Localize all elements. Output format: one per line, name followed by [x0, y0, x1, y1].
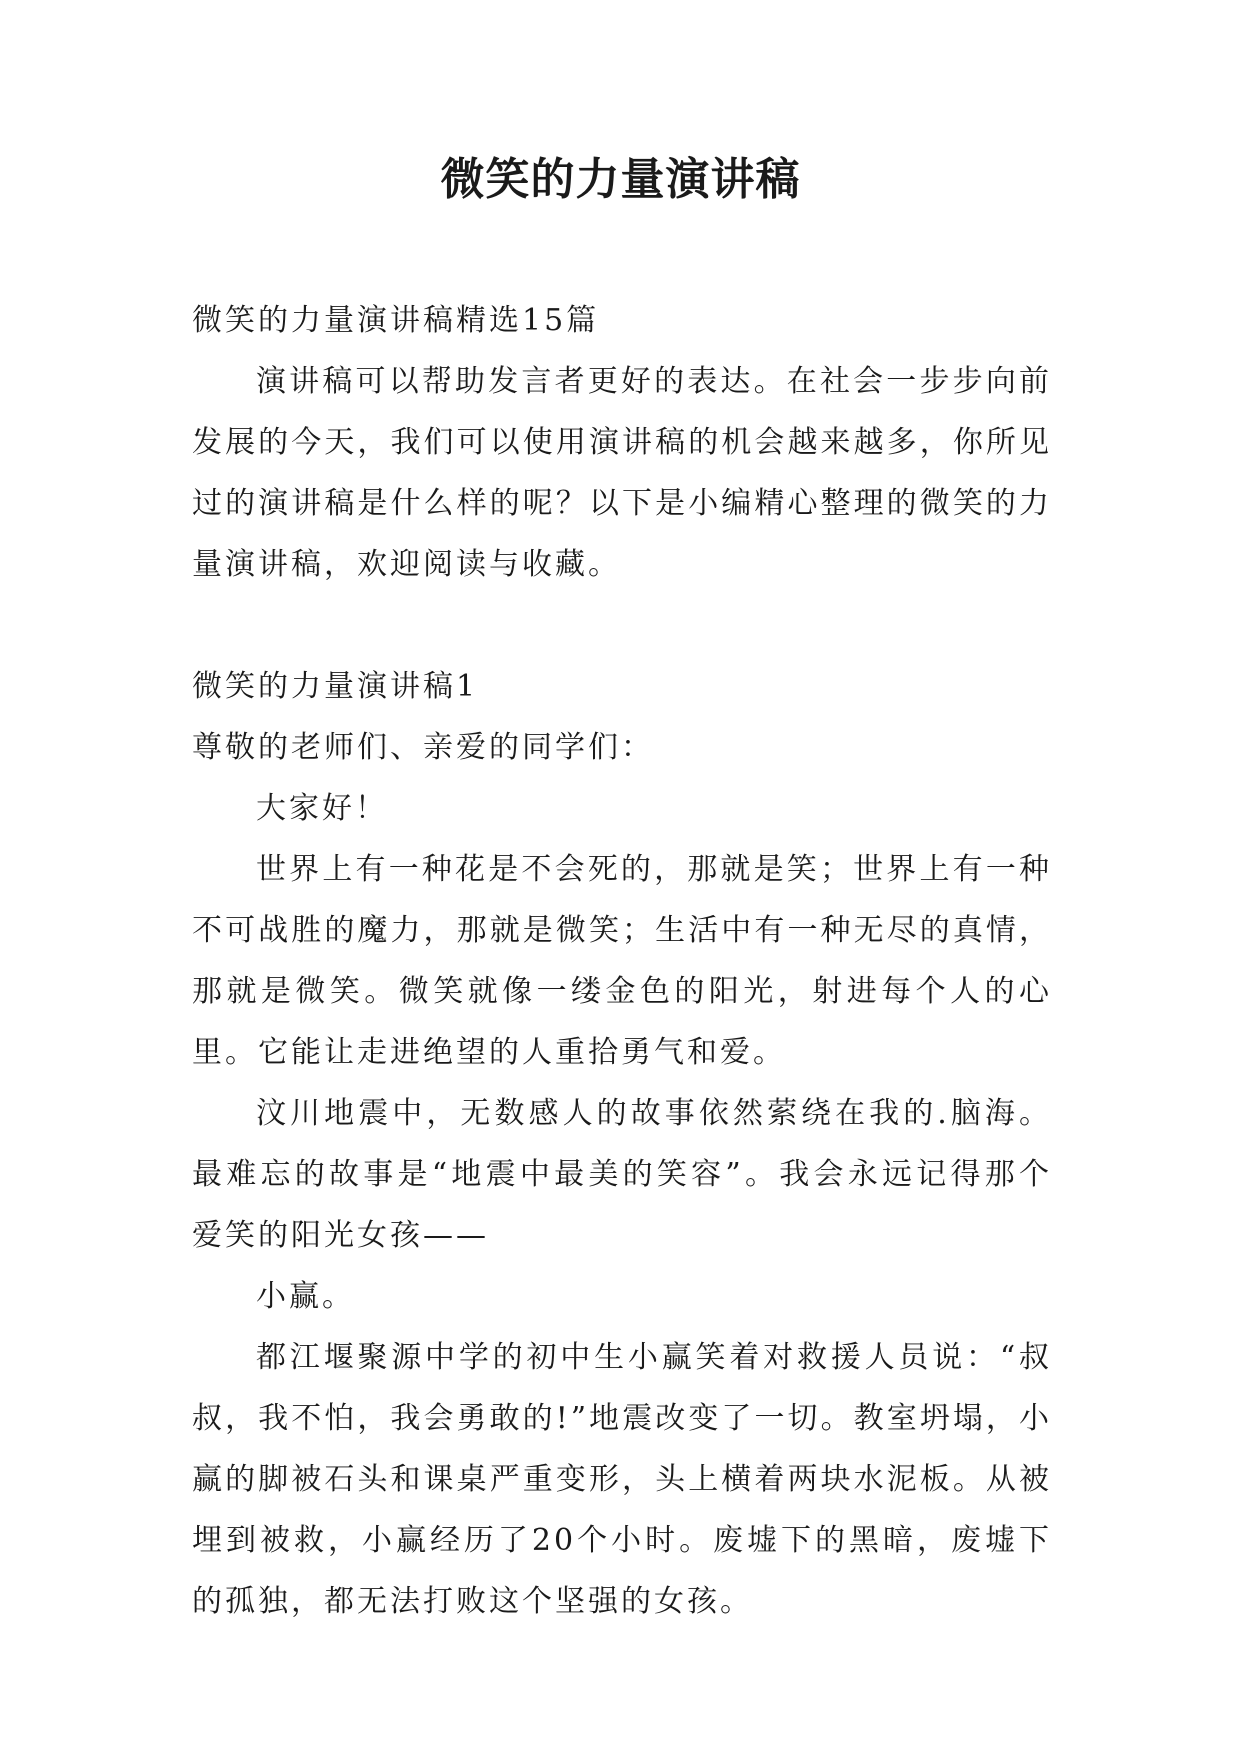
document-body — [192, 290, 1052, 1632]
body-paragraph-2: 汶川地震中，无数感人的故事依然萦绕在我的.脑海。最难忘的故事是“地震中最美的笑容”。我会永远记得那个爱笑的阳光女孩—— — [192, 1096, 1052, 1253]
intro-paragraph: 演讲稿可以帮助发言者更好的表达。在社会一步步向前发展的今天，我们可以使用演讲稿的机会越来越多，你所见过的演讲稿是什么样的呢？以下是小编精心整理的微笑的力量演讲稿，欢迎阅读与收藏。 — [192, 364, 1052, 582]
body-paragraph-3: 小赢。 — [256, 1279, 355, 1314]
body-paragraph-1: 世界上有一种花是不会死的，那就是笑；世界上有一种不可战胜的魔力，那就是微笑；生活中有一种无尽的真情，那就是微笑。微笑就像一缕金色的阳光，射进每个人的心里。它能让走进绝望的人重拾勇气和爱。 — [192, 852, 1052, 1070]
salutation: 尊敬的老师们、亲爱的同学们： — [192, 730, 654, 765]
section-spacer — [192, 595, 1052, 656]
document-subtitle: 微笑的力量演讲稿精选15篇 — [192, 303, 600, 338]
greeting: 大家好！ — [256, 791, 388, 826]
document-title: 微笑的力量演讲稿 — [440, 154, 801, 205]
body-paragraph-4: 都江堰聚源中学的初中生小赢笑着对救援人员说：“叔叔，我不怕，我会勇敢的!”地震改变了一切。教室坍塌，小赢的脚被石头和课桌严重变形，头上横着两块水泥板。从被埋到被救，小赢经历了20个小时。废墟下的黑暗，废墟下的孤独，都无法打败这个坚强的女孩。 — [192, 1340, 1052, 1619]
section-heading: 微笑的力量演讲稿1 — [192, 669, 479, 704]
